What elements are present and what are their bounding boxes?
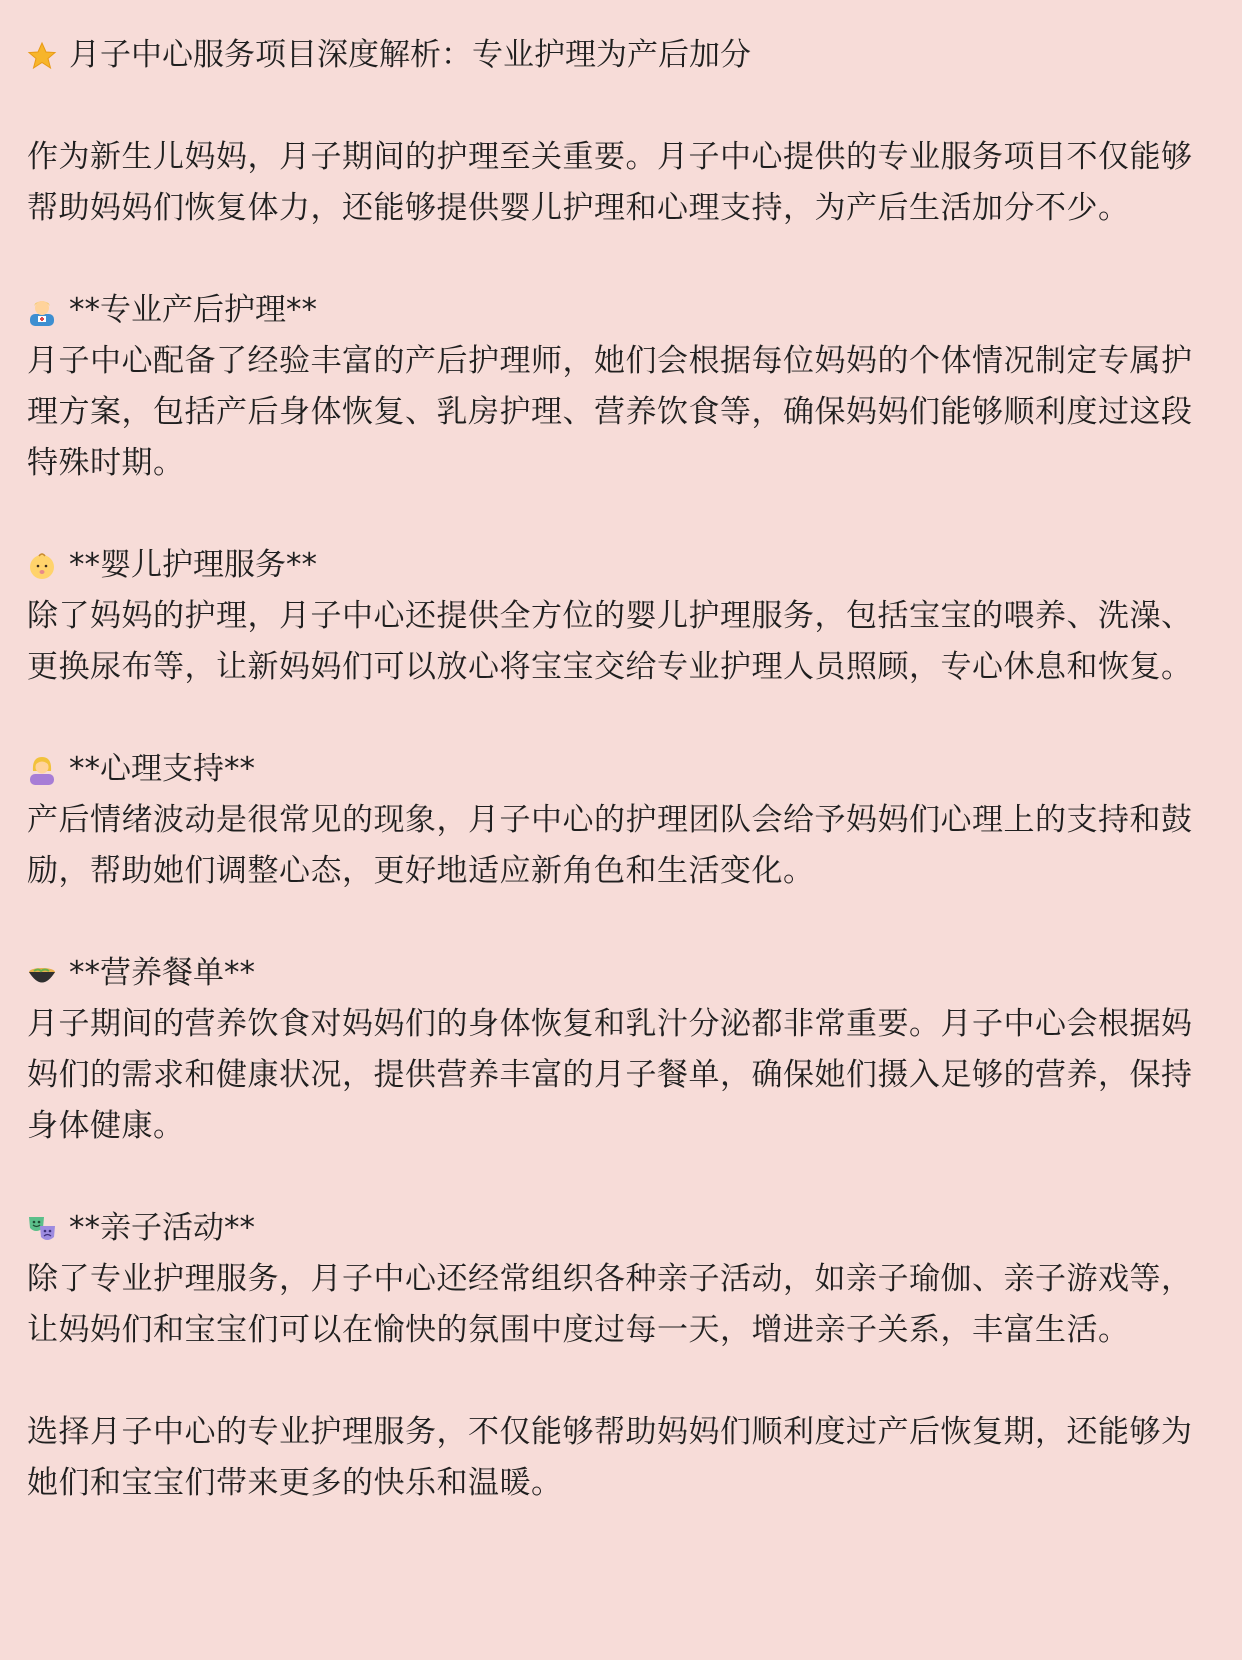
woman-icon <box>27 755 57 785</box>
spacer <box>27 693 1222 744</box>
section-heading: **营养餐单** <box>69 955 255 991</box>
title-row <box>27 30 1222 81</box>
intro-paragraph: 作为新生儿妈妈，月子期间的护理至关重要。月子中心提供的专业服务项目不仅能够帮助妈妈们恢复体力，还能够提供婴儿护理和心理支持，为产后生活加分不少。 <box>27 139 1193 226</box>
spacer <box>27 234 1222 285</box>
section-body: 除了专业护理服务，月子中心还经常组织各种亲子活动，如亲子瑜伽、亲子游戏等，让妈妈们和宝宝们可以在愉快的氛围中度过每一天，增进亲子关系，丰富生活。 <box>27 1261 1193 1348</box>
spacer <box>27 1152 1222 1203</box>
bowl-icon <box>27 959 57 989</box>
spacer <box>27 489 1222 540</box>
section-heading-row <box>27 285 1222 336</box>
section-heading-row <box>27 744 1222 795</box>
section-heading: **婴儿护理服务** <box>69 547 317 583</box>
section-heading: **亲子活动** <box>69 1210 255 1246</box>
page-title: 月子中心服务项目深度解析：专业护理为产后加分 <box>69 37 751 73</box>
section-body: 除了妈妈的护理，月子中心还提供全方位的婴儿护理服务，包括宝宝的喂养、洗澡、更换尿布等，让新妈妈们可以放心将宝宝交给专业护理人员照顾，专心休息和恢复。 <box>27 598 1193 685</box>
section-heading-row <box>27 540 1222 591</box>
star-icon <box>27 41 57 71</box>
masks-icon <box>27 1214 57 1244</box>
section-heading-row <box>27 948 1222 999</box>
section-body: 月子中心配备了经验丰富的产后护理师，她们会根据每位妈妈的个体情况制定专属护理方案，包括产后身体恢复、乳房护理、营养饮食等，确保妈妈们能够顺利度过这段特殊时期。 <box>27 343 1193 481</box>
section-body: 月子期间的营养饮食对妈妈们的身体恢复和乳汁分泌都非常重要。月子中心会根据妈妈们的需求和健康状况，提供营养丰富的月子餐单，确保她们摄入足够的营养，保持身体健康。 <box>27 1006 1193 1144</box>
spacer <box>27 897 1222 948</box>
section-heading-row <box>27 1203 1222 1254</box>
conclusion-paragraph: 选择月子中心的专业护理服务，不仅能够帮助妈妈们顺利度过产后恢复期，还能够为她们和宝宝们带来更多的快乐和温暖。 <box>27 1414 1193 1501</box>
section-body: 产后情绪波动是很常见的现象，月子中心的护理团队会给予妈妈们心理上的支持和鼓励，帮助她们调整心态，更好地适应新角色和生活变化。 <box>27 802 1193 889</box>
baby-icon <box>27 551 57 581</box>
spacer <box>27 1356 1222 1407</box>
nurse-icon <box>27 296 57 326</box>
section-heading: **专业产后护理** <box>69 292 317 328</box>
section-heading: **心理支持** <box>69 751 255 787</box>
